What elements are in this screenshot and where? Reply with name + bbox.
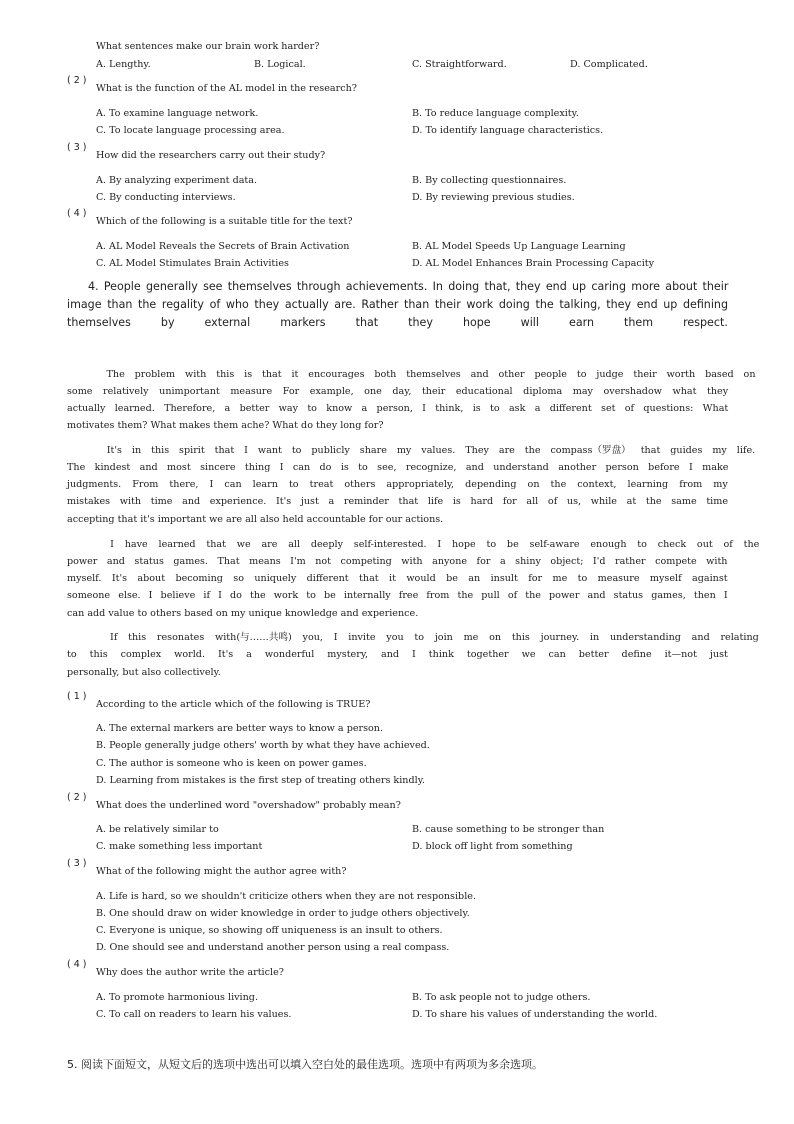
question-text: What is the function of the AL model in the research?: [96, 83, 357, 94]
option-c: C. Straightforward.: [412, 59, 507, 70]
option-c: C. AL Model Stimulates Brain Activities: [96, 258, 289, 269]
option-d: D. AL Model Enhances Brain Processing Capacity: [412, 258, 655, 269]
paragraph-line: It's in this spirit that I want to publicly share my values. They are the compass（罗盘） that guides my life.: [67, 445, 756, 456]
option-d: D. block off light from something: [412, 841, 573, 852]
option-c: C. By conducting interviews.: [96, 192, 236, 203]
paragraph-line: The kindest and most sincere thing I can do is to see, recognize, and understand another person before I make: [67, 462, 729, 473]
option-d: D. One should see and understand another person using a real compass.: [96, 942, 450, 953]
option-a: A. be relatively similar to: [96, 824, 219, 835]
option-b: B. cause something to be stronger than: [412, 824, 605, 835]
option-d: D. Learning from mistakes is the first step of treating others kindly.: [96, 775, 425, 786]
question-text: What does the underlined word "overshadow" probably mean?: [96, 800, 401, 811]
paragraph-line: motivates them? What makes them ache? What do they long for?: [67, 420, 384, 431]
paragraph-line: mistakes with time and experience. It's just a reminder that life is hard for all of us, while at the same time: [67, 496, 729, 507]
option-c: C. To locate language processing area.: [96, 125, 285, 136]
option-a: A. To examine language network.: [96, 108, 259, 119]
passage-intro-line: themselves by external markers that they hope will earn them respect.: [67, 316, 728, 329]
paragraph-line: some relatively unimportant measure For example, one day, their educational diploma may overshadow what they: [67, 386, 729, 397]
option-d: D. By reviewing previous studies.: [412, 192, 575, 203]
option-a: A. The external markers are better ways to know a person.: [96, 723, 384, 734]
option-c: C. The author is someone who is keen on power games.: [96, 758, 367, 769]
passage-intro-line: image than the regality of who they actually are. Rather than their work doing the talking, they end up defining: [67, 298, 728, 311]
paragraph-line: actually learned. Therefore, a better way to know a person, I think, is to ask a different set of questions: What: [67, 403, 729, 414]
question-number: ( 3 ): [67, 142, 87, 153]
option-c: C. To call on readers to learn his values.: [96, 1009, 292, 1020]
question-number: ( 3 ): [67, 858, 87, 869]
question-text: What sentences make our brain work harder?: [96, 41, 320, 52]
question-number: ( 4 ): [67, 208, 87, 219]
paragraph-line: can add value to others based on my unique knowledge and experience.: [67, 608, 419, 619]
paragraph-line: someone else. I believe if I do the work to be internally free from the pull of the power and status games, then I: [67, 590, 728, 601]
option-a: A. To promote harmonious living.: [96, 992, 258, 1003]
question-number: ( 2 ): [67, 792, 87, 803]
paragraph-line: to this complex world. It's a wonderful mystery, and I think together we can better define it—not just: [67, 649, 728, 660]
paragraph-line: accepting that it's important we are all also held accountable for our actions.: [67, 514, 444, 525]
paragraph-line: myself. It's about becoming so uniquely different that it would be an insult for me to measure myself against: [67, 573, 728, 584]
paragraph-line: If this resonates with(与……共鸣) you, I invite you to join me on this journey. in understanding and relating: [67, 632, 759, 643]
question-number: ( 2 ): [67, 75, 87, 86]
option-b: B. One should draw on wider knowledge in order to judge others objectively.: [96, 908, 470, 919]
paragraph-line: personally, but also collectively.: [67, 667, 221, 678]
section-5-heading: 5. 阅读下面短文，从短文后的选项中选出可以填入空白处的最佳选项。选项中有两项为多余选项。: [67, 1058, 543, 1071]
option-c: C. Everyone is unique, so showing off uniqueness is an insult to others.: [96, 925, 443, 936]
option-a: A. By analyzing experiment data.: [96, 175, 258, 186]
option-b: B. To ask people not to judge others.: [412, 992, 591, 1003]
option-b: B. AL Model Speeds Up Language Learning: [412, 241, 626, 252]
passage-intro-line: 4. People generally see themselves through achievements. In doing that, they end up caring more about their: [88, 280, 729, 293]
question-text: How did the researchers carry out their study?: [96, 150, 326, 161]
option-b: B. To reduce language complexity.: [412, 108, 579, 119]
question-text: What of the following might the author agree with?: [96, 866, 347, 877]
option-a: A. Life is hard, so we shouldn't criticize others when they are not responsible.: [96, 891, 476, 902]
option-a: A. AL Model Reveals the Secrets of Brain Activation: [96, 241, 350, 252]
question-text: Why does the author write the article?: [96, 967, 284, 978]
question-number: ( 1 ): [67, 691, 87, 702]
option-d: D. To identify language characteristics.: [412, 125, 604, 136]
option-b: B. People generally judge others' worth by what they have achieved.: [96, 740, 430, 751]
question-text: Which of the following is a suitable title for the text?: [96, 216, 353, 227]
paragraph-line: power and status games. That means I'm not competing with anyone for a shiny object; I'd rather compete with: [67, 556, 728, 567]
option-b: B. By collecting questionnaires.: [412, 175, 567, 186]
option-d: D. Complicated.: [570, 59, 648, 70]
paragraph-line: The problem with this is that it encourages both themselves and other people to judge their worth based on: [67, 369, 756, 380]
option-a: A. Lengthy.: [96, 59, 151, 70]
question-number: ( 4 ): [67, 959, 87, 970]
paragraph-line: judgments. From there, I can learn to treat others appropriately, depending on the context, learning from my: [67, 479, 728, 490]
option-b: B. Logical.: [254, 59, 306, 70]
paragraph-line: I have learned that we are all deeply self-interested. I hope to be self-aware enough to check out of the: [67, 539, 760, 550]
option-c: C. make something less important: [96, 841, 263, 852]
option-d: D. To share his values of understanding the world.: [412, 1009, 658, 1020]
question-text: According to the article which of the following is TRUE?: [96, 699, 371, 710]
